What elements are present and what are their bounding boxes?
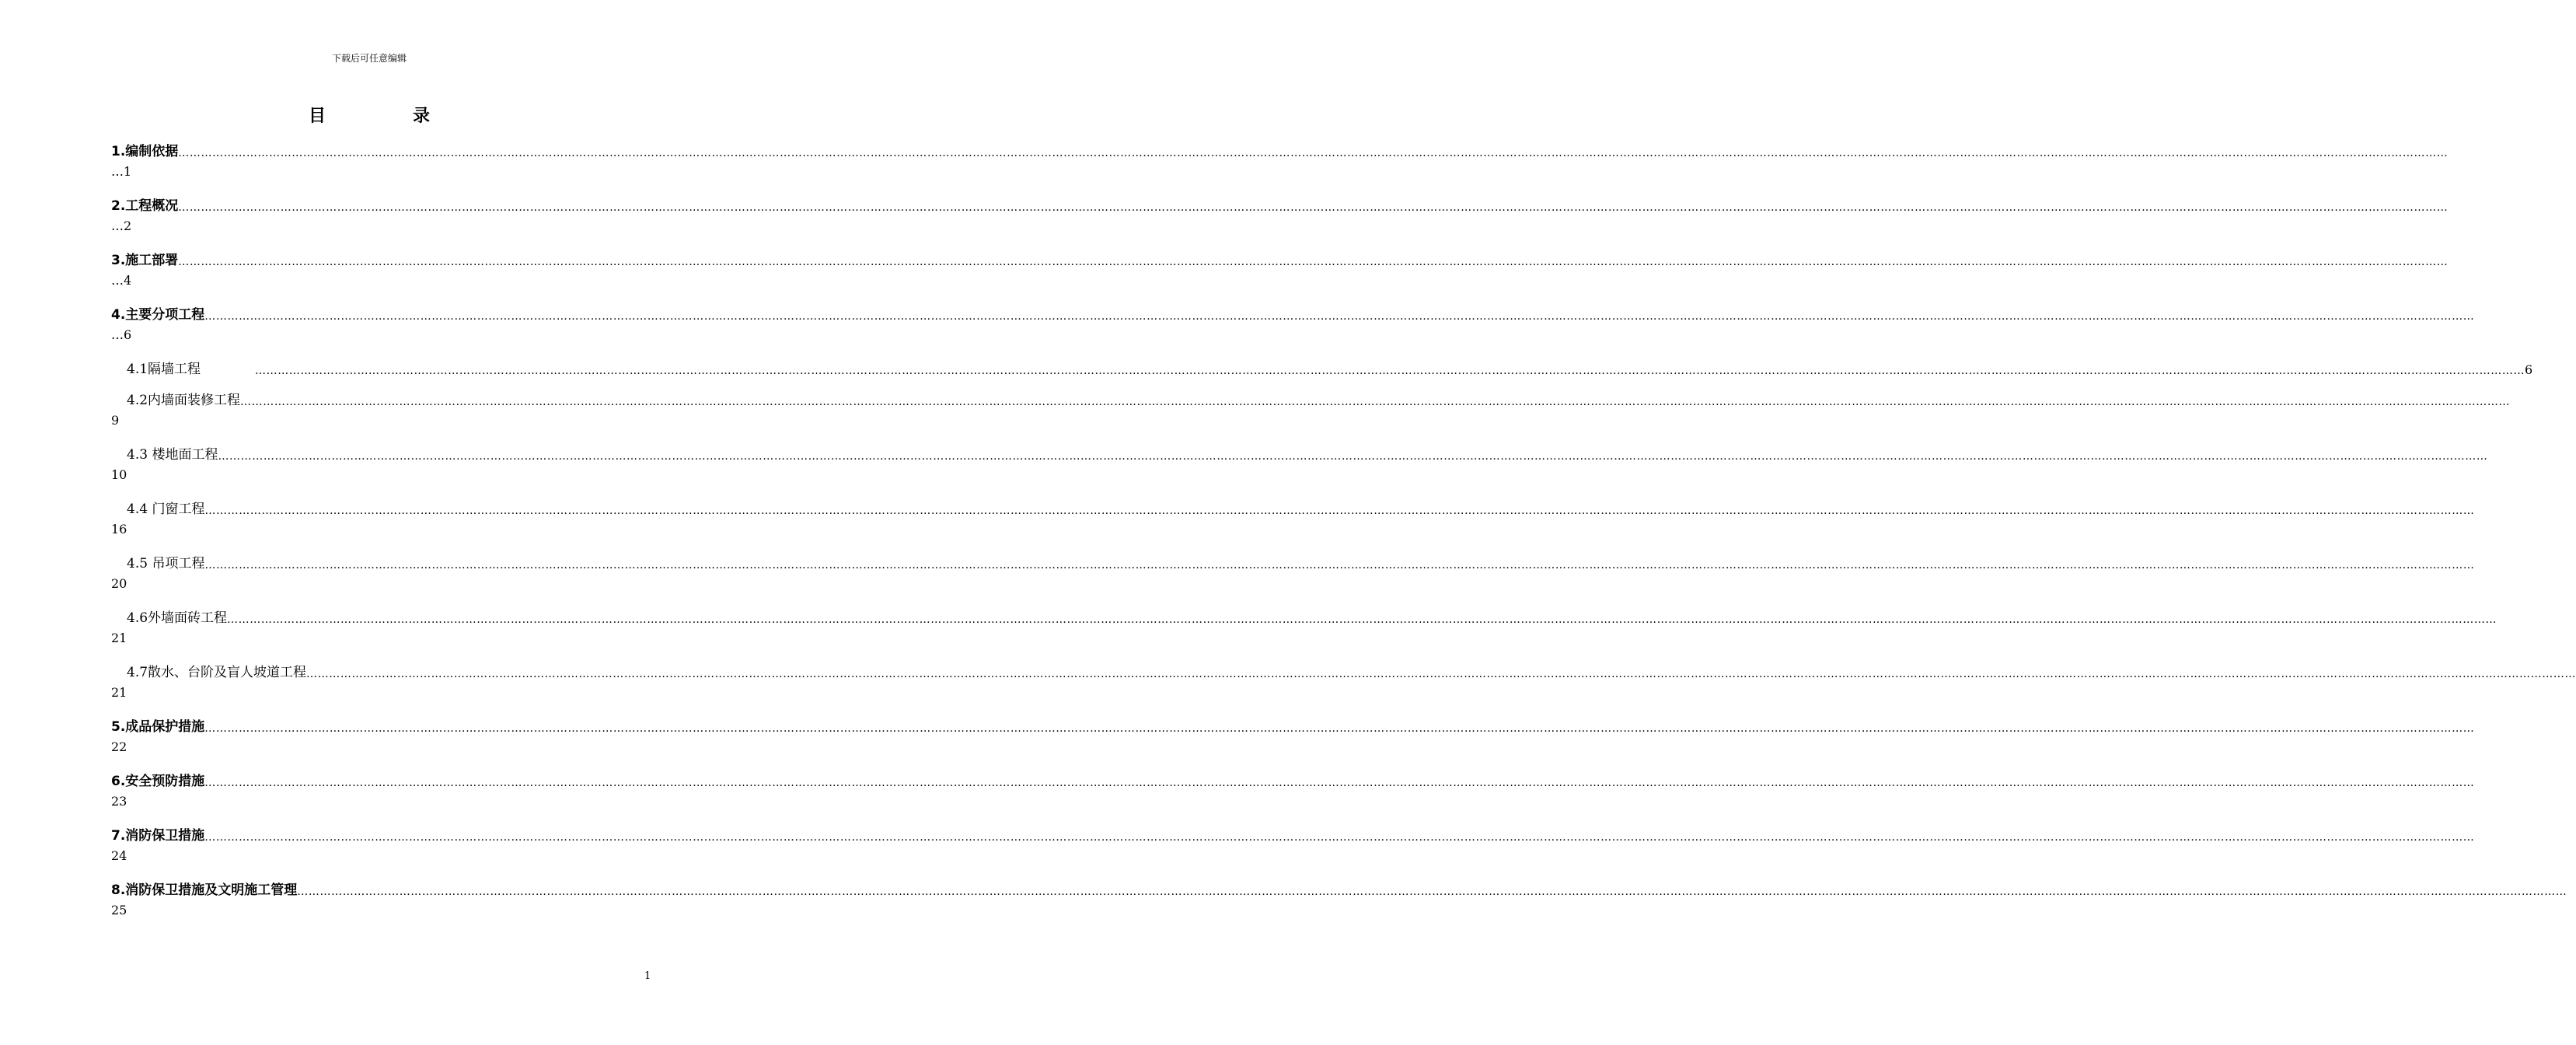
toc-entry-page: 21 <box>111 631 127 645</box>
toc-entry-label: 4.4 门窗工程 <box>127 502 205 517</box>
toc-dot-leader: …………………………………………………………………………………………………………………………………………………………………………………………………………………………………………………………………………………………………………………………………………………………………………………………………………………………………………………………………………………………………………………………………………………… <box>178 256 2449 268</box>
toc-entry-page: 6 <box>2525 362 2533 377</box>
toc-entry[interactable] <box>111 304 2475 323</box>
toc-entry-page: 21 <box>111 685 127 700</box>
toc-dot-leader: …………………………………………………………………………………………………………………………………………………………………………………………………………………………………………………………………………………………………………………………………………………………………………………………………………………………………………………………………………………………………………………………………………………… <box>240 396 2511 408</box>
toc-entry[interactable] <box>127 498 2475 517</box>
toc-entry-label: 4.主要分项工程 <box>111 307 205 323</box>
toc-entry-page: 20 <box>111 576 127 591</box>
toc-dot-leader: …………………………………………………………………………………………………………………………………………………………………………………………………………………………………………………………………………………………………………………………………………………………………………………………………………………………………………………………………………………………………………………………………………………… <box>204 505 2475 517</box>
toc-entry-label: 8.消防保卫措施及文明施工管理 <box>111 882 298 898</box>
toc-entry[interactable] <box>127 607 2497 626</box>
toc-entry[interactable] <box>111 825 2475 844</box>
toc-entry-page: 22 <box>111 739 127 754</box>
title-char-left: 目 <box>308 107 326 126</box>
toc-entry-label: 4.6外墙面砖工程 <box>127 610 228 626</box>
toc-entry-page: 9 <box>111 413 120 428</box>
toc-entry-page: 25 <box>111 903 127 917</box>
toc-entry[interactable] <box>111 879 2567 898</box>
toc-entry-label: 4.5 吊项工程 <box>127 556 205 571</box>
toc-dot-leader: …………………………………………………………………………………………………………………………………………………………………………………………………………………………………………………………………………………………………………………………………………………………………………………………………………………………………………………………………………………………………………………………………………………… <box>306 668 2576 680</box>
toc-entry[interactable] <box>111 195 2449 214</box>
toc-entry-label: 4.7散水、台阶及盲人坡道工程 <box>127 665 307 680</box>
title-char-right: 录 <box>413 107 431 126</box>
toc-dot-leader: …………………………………………………………………………………………………………………………………………………………………………………………………………………………………………………………………………………………………………………………………………………………………………………………………………………………………………………………………………………………………………………………………………………… <box>178 201 2449 214</box>
toc-entry-label: 6.安全预防措施 <box>111 774 205 789</box>
toc-entry-label: 5.成品保护措施 <box>111 719 205 735</box>
toc-entry[interactable] <box>111 716 2475 735</box>
toc-entry-label: 2.工程概况 <box>111 198 179 214</box>
toc-entry-label: 4.2内墙面装修工程 <box>127 393 241 408</box>
toc-dot-leader: …………………………………………………………………………………………………………………………………………………………………………………………………………………………………………………………………………………………………………………………………………………………………………………………………………………………………………………………………………………………………………………………………………………… <box>204 831 2475 844</box>
toc-dot-leader: …………………………………………………………………………………………………………………………………………………………………………………………………………………………………………………………………………………………………………………………………………………………………………………………………………………………………………………………………………………………………………………………………………………… <box>297 886 2567 898</box>
toc-entry[interactable] <box>111 250 2449 268</box>
toc-dot-leader: …………………………………………………………………………………………………………………………………………………………………………………………………………………………………………………………………………………………………………………………………………………………………………………………………………………………………………………………………………………………………………………………………………………… <box>204 310 2475 323</box>
toc-entry[interactable] <box>127 358 2533 377</box>
toc-dot-leader: …………………………………………………………………………………………………………………………………………………………………………………………………………………………………………………………………………………………………………………………………………………………………………………………………………………………………………………………………………………………………………………………………………………… <box>227 613 2497 626</box>
toc-entry-page: …4 <box>111 273 132 288</box>
toc-entry-label: 1.编制依据 <box>111 144 179 159</box>
page-header: 下载后可任意编辑 <box>331 53 407 64</box>
toc-entry-page: …1 <box>111 164 132 179</box>
toc-dot-leader: …………………………………………………………………………………………………………………………………………………………………………………………………………………………………………………………………………………………………………………………………………………………………………………………………………………………………………………………………………………………………………………………………………………… <box>204 559 2475 571</box>
toc-dot-leader: …………………………………………………………………………………………………………………………………………………………………………………………………………………………………………………………………………………………………………………………………………………………………………………………………………………………………………………………………………………………………………………………………………………… <box>204 722 2475 735</box>
toc-entry-page: 23 <box>111 794 127 809</box>
toc-entry-page: 10 <box>111 467 127 482</box>
toc-entry[interactable] <box>127 444 2488 463</box>
toc-entry-label: 4.3 楼地面工程 <box>127 447 218 463</box>
toc-entry-page: 24 <box>111 848 127 863</box>
toc-entry-page: …2 <box>111 218 132 233</box>
page-title <box>0 103 738 127</box>
toc-entry-label: 3.施工部署 <box>111 253 179 268</box>
toc-entry[interactable] <box>111 771 2475 789</box>
toc-entry[interactable] <box>111 141 2449 159</box>
toc-entry[interactable] <box>127 553 2475 571</box>
toc-dot-leader: …………………………………………………………………………………………………………………………………………………………………………………………………………………………………………………………………………………………………………………………………………………………………………………………………………………………………………………………………………………………………………………………………………………… <box>204 777 2475 789</box>
toc-dot-leader: …………………………………………………………………………………………………………………………………………………………………………………………………………………………………………………………………………………………………………………………………………………………………………………………………………………………………………………………………………………………………………………………………………………… <box>178 147 2449 159</box>
toc-entry-page: 16 <box>111 522 127 536</box>
toc-entry-label: 7.消防保卫措施 <box>111 828 205 844</box>
toc-entry-label: 4.1隔墙工程 <box>127 362 201 377</box>
toc-entry[interactable] <box>127 390 2511 408</box>
toc-entry-page: …6 <box>111 327 132 342</box>
page-number: 1 <box>644 970 651 982</box>
toc-dot-leader: …………………………………………………………………………………………………………………………………………………………………………………………………………………………………………………………………………………………………………………………………………………………………………………………………………………………………………………………………………………………………………………………………………………… <box>218 450 2488 463</box>
toc-entry[interactable] <box>127 662 2576 680</box>
toc-dot-leader: …………………………………………………………………………………………………………………………………………………………………………………………………………………………………………………………………………………………………………………………………………………………………………………………………………………………………………………………………………………………………………………………………………………… <box>255 365 2525 377</box>
